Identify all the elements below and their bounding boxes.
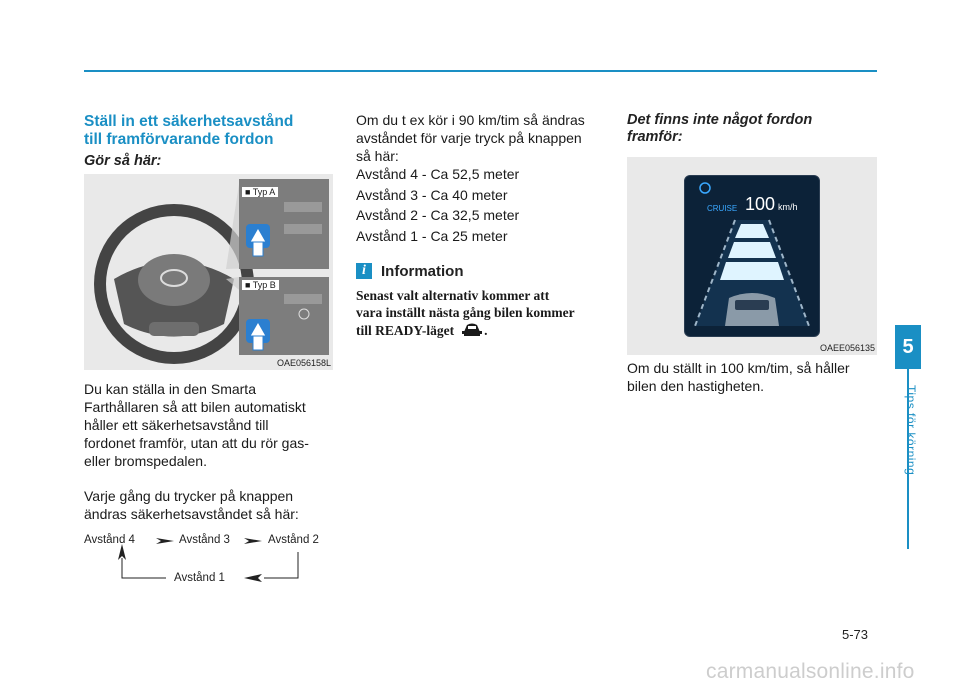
how-to-subheading: Gör så här: [84,153,162,169]
watermark: carmanualsonline.info [706,660,915,683]
distance-4-label: Avstånd 4 [84,534,135,546]
chapter-tab[interactable]: 5 [895,325,921,369]
speed-unit: km/h [778,202,798,212]
steering-wheel-illustration [84,174,333,370]
header-rule [84,70,877,72]
distance-list [356,164,608,246]
type-a-label: ■ Typ A [242,187,278,197]
info-body [356,287,604,339]
intro-paragraph [84,380,333,470]
type-b-label: ■ Typ B [242,280,279,290]
text-line: framför: [627,129,683,145]
distance-2-label: Avstånd 2 [268,534,319,546]
cluster-figure [627,157,877,355]
list-item: Avstånd 3 - Ca 40 meter [356,186,508,203]
text-line: vara inställt nästa gång bilen kommer [356,305,575,320]
text-line: Det finns inte något fordon [627,112,813,128]
text-line: eller bromspedalen. [84,453,207,469]
info-icon: i [356,263,372,279]
text-line: Farthållaren så att bilen automatiskt [84,399,306,415]
list-item: Avstånd 1 - Ca 25 meter [356,227,508,244]
heading-line-2: till framförvarande fordon [84,131,274,148]
distance-cycle-diagram [84,528,334,590]
distance-1-label: Avstånd 1 [174,572,225,584]
list-item: Avstånd 2 - Ca 32,5 meter [356,207,520,223]
section-heading [84,113,334,149]
text-line: Du kan ställa in den Smarta [84,381,256,397]
text-line: avståndet för varje tryck på knappen [356,130,582,146]
chapter-title: Tips för körning [904,385,918,476]
text-line: Om du t ex kör i 90 km/tim så ändras [356,112,585,128]
text-line: till READY-läget [356,323,455,338]
no-vehicle-subheading [627,112,877,146]
distance-3-label: Avstånd 3 [179,534,230,546]
figure-caption: OAE056158L [276,358,331,368]
text-line: ändras säkerhetsavståndet så här: [84,506,299,522]
page-number: 5-73 [842,627,869,642]
text-period: . [484,323,488,338]
text-line: fordonet framför, utan att du rör gas- [84,435,309,451]
info-title: Information [381,263,464,280]
text-line: Senast valt alternativ kommer att [356,288,550,303]
example-paragraph [356,111,608,165]
ready-car-icon [460,321,484,339]
figure-caption: OAEE056135 [819,343,875,353]
heading-line-1: Ställ in ett säkerhetsavstånd [84,113,294,130]
text-line-with-icon [356,321,604,339]
text-line: så här: [356,148,399,164]
steering-wheel-figure [84,174,333,370]
text-line: bilen den hastigheten. [627,378,764,394]
result-paragraph [627,359,879,395]
list-item: Avstånd 4 - Ca 52,5 meter [356,166,520,182]
cruise-label: CRUISE [707,204,738,213]
press-paragraph [84,487,333,523]
text-line: Varje gång du trycker på knappen [84,488,294,504]
cluster-display [684,175,820,337]
text-line: Om du ställt in 100 km/tim, så håller [627,360,850,376]
set-speed: 100 [745,194,776,214]
text-line: håller ett säkerhetsavstånd till [84,417,269,433]
